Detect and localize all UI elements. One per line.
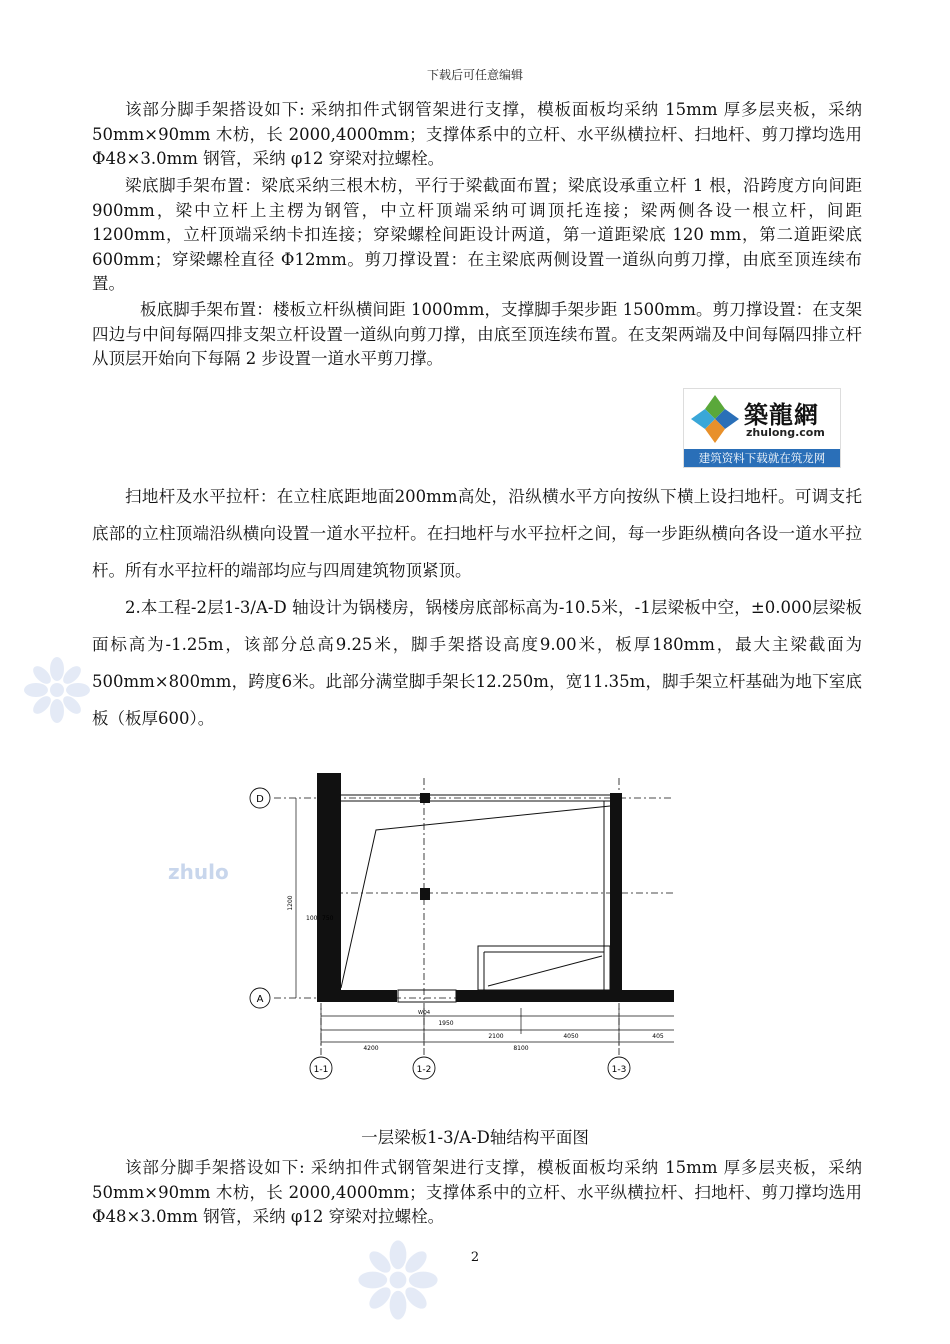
structural-plan-drawing — [246, 768, 676, 1080]
logo-name-cn: 築龍網 — [744, 400, 819, 429]
axis-label-1-1: 1-1 — [313, 1065, 329, 1075]
paragraph-5: 2.本工程-2层1-3/A-D 轴设计为锅楼房，锅楼房底部标高为-10.5米，-1层梁板中空，±0.000层梁板面标高为-1.25m，该部分总高9.25米，脚手架搭设高度9.00米，板厚180mm，最大主梁截面为500mm×800mm，跨度6米。此部分满堂脚手架长12.250m，宽11.35m，脚手架立杆基础为地下室底板（板厚600）。 — [92, 598, 862, 728]
dim-100: 100 — [306, 915, 318, 922]
logo-slogan: 建筑资料下载就在筑龙网 — [684, 449, 840, 467]
paragraph-2: 梁底脚手架布置：梁底采纳三根木枋，平行于梁截面布置；梁底设承重立杆 1 根，沿跨度方向间距 900mm，梁中立杆上主楞为钢管，中立杆顶端采纳可调顶托连接；梁两侧各设一根立杆，间距 1200mm，立杆顶端采纳卡扣连接；穿梁螺栓间距设计两道，第一道距梁底 120 mm，第二道距梁底 600mm；穿梁螺栓直径 Φ12mm。剪刀撑设置：在主梁底两侧设置一道纵向剪刀撑，由底至顶连续布置。 — [92, 176, 862, 293]
dim-1950: 1950 — [438, 1020, 454, 1027]
axis-label-a: A — [256, 994, 264, 1005]
dim-8100: 8100 — [513, 1045, 529, 1052]
page-number: 2 — [470, 1250, 480, 1265]
dim-4050: 4050 — [563, 1033, 579, 1040]
logo-emblem-icon — [687, 391, 743, 447]
paragraph-1: 该部分脚手架搭设如下: 采纳扣件式钢管架进行支撑，模板面板均采纳 15mm 厚多层夹板，采纳 50mm×90mm 木枋，长 2000,4000mm；支撑体系中的立杆、水平纵横拉杆、扫地杆、剪刀撑均选用 Φ48×3.0mm 钢管，采纳 φ12 穿梁对拉螺栓。 — [92, 100, 862, 168]
watermark-text: zhulo — [168, 860, 229, 884]
logo-name-en: zhulong.com — [746, 426, 825, 439]
dim-750: 750 — [322, 915, 334, 922]
wall-tag: WQ4 — [417, 1010, 431, 1016]
page-header: 下载后可任意编辑 — [426, 68, 523, 82]
dim-2100: 2100 — [488, 1033, 504, 1040]
axis-label-d: D — [256, 794, 264, 805]
dim-405: 405 — [652, 1033, 664, 1040]
figure-caption: 一层梁板1-3/A-D轴结构平面图 — [361, 1128, 589, 1147]
dim-4200: 4200 — [363, 1045, 379, 1052]
zhulong-logo — [683, 388, 841, 468]
paragraph-4: 扫地杆及水平拉杆：在立柱底距地面200mm高处，沿纵横水平方向按纵下横上设扫地杆。可调支托底部的立柱顶端沿纵横向设置一道水平拉杆。在扫地杆与水平拉杆之间，每一步距纵横向各设一道水平拉杆。所有水平拉杆的端部均应与四周建筑物顶紧顶。 — [92, 487, 862, 580]
paragraph-3: 板底脚手架布置：楼板立杆纵横间距 1000mm，支撑脚手架步距 1500mm。剪刀撑设置：在支架四边与中间每隔四排支架立杆设置一道纵向剪刀撑，由底至顶连续布置。在支架两端及中间每隔四排立杆从顶层开始向下每隔 2 步设置一道水平剪刀撑。 — [92, 300, 862, 368]
axis-label-1-3: 1-3 — [611, 1065, 627, 1075]
paragraph-6: 该部分脚手架搭设如下: 采纳扣件式钢管架进行支撑，模板面板均采纳 15mm 厚多层夹板，采纳 50mm×90mm 木枋，长 2000,4000mm；支撑体系中的立杆、水平纵横拉杆、扫地杆、剪刀撑均选用 Φ48×3.0mm 钢管，采纳 φ12 穿梁对拉螺栓。 — [92, 1158, 862, 1226]
axis-label-1-2: 1-2 — [416, 1065, 432, 1075]
watermark-snowflake-icon — [22, 655, 92, 725]
dim-height: 1200 — [287, 895, 294, 911]
